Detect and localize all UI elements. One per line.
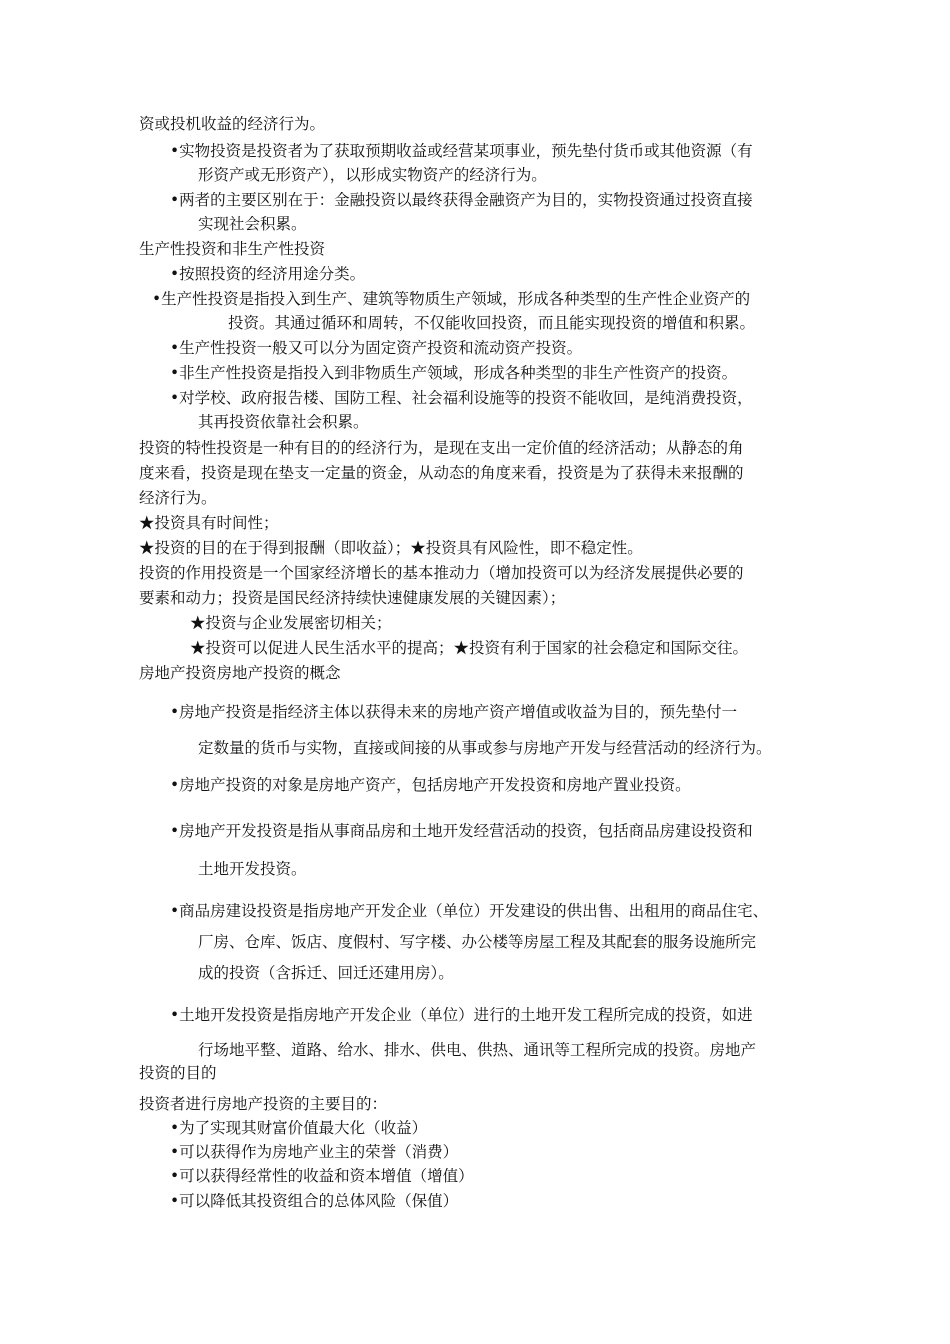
bullet-continuation: 其再投资依靠社会积累。 xyxy=(198,413,369,431)
bullet-continuation: 厂房、仓库、饭店、度假村、写字楼、办公楼等房屋工程及其配套的服务设施所完 xyxy=(198,933,757,951)
bullet-item: •非生产性投资是指投入到非物质生产领域，形成各种类型的非生产性资产的投资。 xyxy=(170,364,738,382)
bullet-item: •两者的主要区别在于：金融投资以最终获得金融资产为目的，实物投资通过投资直接 xyxy=(170,191,753,209)
star-item: ★投资可以促进人民生活水平的提高；★投资有利于国家的社会稳定和国际交往。 xyxy=(190,639,749,657)
bullet-item: •房地产投资是指经济主体以获得未来的房地产资产增值或收益为目的，预先垫付一 xyxy=(170,703,738,721)
star-item: ★投资的目的在于得到报酬（即收益）；★投资具有风险性，即不稳定性。 xyxy=(139,539,643,557)
paragraph-line: 度来看，投资是现在垫支一定量的资金，从动态的角度来看，投资是为了获得未来报酬的 xyxy=(139,464,744,482)
bullet-item: •生产性投资一般又可以分为固定资产投资和流动资产投资。 xyxy=(170,339,583,357)
text-line: 投资的目的 xyxy=(139,1064,217,1082)
paragraph-line: 经济行为。 xyxy=(139,489,217,507)
bullet-continuation: 成的投资（含拆迁、回迁还建用房）。 xyxy=(198,964,454,982)
bullet-item: •可以获得作为房地产业主的荣誉（消费） xyxy=(170,1143,459,1161)
bullet-item: •商品房建设投资是指房地产开发企业（单位）开发建设的供出售、出租用的商品住宅、 xyxy=(170,902,769,920)
bullet-item: •按照投资的经济用途分类。 xyxy=(170,265,366,283)
paragraph-line: 投资的作用投资是一个国家经济增长的基本推动力（增加投资可以为经济发展提供必要的 xyxy=(139,564,744,582)
bullet-continuation: 行场地平整、道路、给水、排水、供电、供热、通讯等工程所完成的投资。房地产 xyxy=(198,1041,757,1059)
paragraph-line: 投资者进行房地产投资的主要目的： xyxy=(139,1095,388,1113)
star-item: ★投资与企业发展密切相关； xyxy=(190,614,392,632)
section-heading: 生产性投资和非生产性投资 xyxy=(139,240,326,258)
bullet-item: •房地产投资的对象是房地产资产，包括房地产开发投资和房地产置业投资。 xyxy=(170,776,691,794)
bullet-item: •生产性投资是指投入到生产、建筑等物质生产领域，形成各种类型的生产性企业资产的 xyxy=(152,290,751,308)
bullet-continuation: 投资。其通过循环和周转，不仅能收回投资，而且能实现投资的增值和积累。 xyxy=(228,314,756,332)
star-item: ★投资具有时间性； xyxy=(139,514,279,532)
text-line: 资或投机收益的经济行为。 xyxy=(139,115,326,133)
bullet-item: •可以降低其投资组合的总体风险（保值） xyxy=(170,1192,459,1210)
bullet-item: •为了实现其财富价值最大化（收益） xyxy=(170,1119,428,1137)
paragraph-line: 要素和动力；投资是国民经济持续快速健康发展的关键因素）； xyxy=(139,589,566,607)
bullet-item: •实物投资是投资者为了获取预期收益或经营某项事业，预先垫付货币或其他资源（有 xyxy=(170,142,753,160)
bullet-item: •房地产开发投资是指从事商品房和土地开发经营活动的投资，包括商品房建设投资和 xyxy=(170,822,753,840)
bullet-item: •可以获得经常性的收益和资本增值（增值） xyxy=(170,1167,474,1185)
bullet-item: •对学校、政府报告楼、国防工程、社会福利设施等的投资不能收回，是纯消费投资， xyxy=(170,389,753,407)
bullet-continuation: 土地开发投资。 xyxy=(198,860,307,878)
section-heading: 房地产投资房地产投资的概念 xyxy=(139,664,341,682)
bullet-item: •土地开发投资是指房地产开发企业（单位）进行的土地开发工程所完成的投资，如进 xyxy=(170,1006,753,1024)
bullet-continuation: 实现社会积累。 xyxy=(198,215,307,233)
bullet-continuation: 定数量的货币与实物，直接或间接的从事或参与房地产开发与经营活动的经济行为。 xyxy=(198,739,772,757)
paragraph-line: 投资的特性投资是一种有目的的经济行为，是现在支出一定价值的经济活动；从静态的角 xyxy=(139,439,744,457)
bullet-continuation: 形资产或无形资产），以形成实物资产的经济行为。 xyxy=(198,166,547,184)
